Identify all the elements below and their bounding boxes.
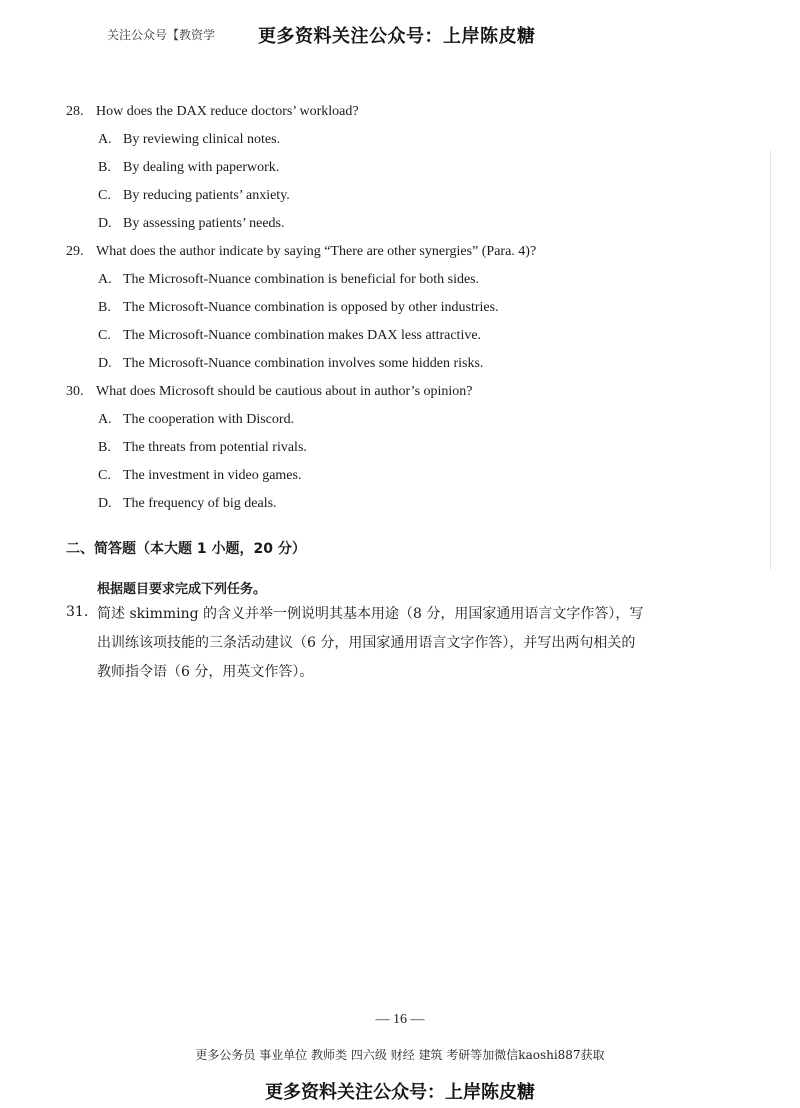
question-number: 31. <box>66 604 89 620</box>
header-handwritten-note: 关注公众号【教资学 <box>107 28 216 42</box>
question-31-line: 简述 skimming 的含义并举一例说明其基本用途（8 分，用国家通用语言文字作答），写 <box>97 606 644 622</box>
question-text: How does the DAX reduce doctors’ workload? <box>96 104 359 119</box>
question-31-line: 教师指令语（6 分，用英文作答）。 <box>97 664 314 680</box>
question-28-option-d: D. By assessing patients’ needs. <box>98 216 285 231</box>
page-number: — 16 — <box>375 1012 425 1027</box>
question-text: What does Microsoft should be cautious about in author’s opinion? <box>96 384 473 399</box>
question-29-stem <box>66 244 536 260</box>
question-28-option-b: B. By dealing with paperwork. <box>98 160 280 175</box>
header-watermark-title: 更多资料关注公众号：上岸陈皮糖 <box>258 26 536 47</box>
question-28-option-a: A. By reviewing clinical notes. <box>98 132 281 147</box>
scan-artifact-line <box>770 150 771 570</box>
question-29-option-b: B. The Microsoft-Nuance combination is opposed by other industries. <box>98 300 499 315</box>
question-28-stem <box>66 104 359 120</box>
question-31-line: 出训练该项技能的三条活动建议（6 分，用国家通用语言文字作答），并写出两句相关的 <box>97 635 636 651</box>
question-30-stem <box>66 384 473 400</box>
question-number: 29. <box>66 244 84 259</box>
question-number: 30. <box>66 384 84 399</box>
footer-watermark-title: 更多资料关注公众号：上岸陈皮糖 <box>265 1082 535 1103</box>
question-30-option-a: A. The cooperation with Discord. <box>98 412 295 427</box>
footer-ad-text: 更多公务员 事业单位 教师类 四六级 财经 建筑 考研等加微信kaoshi887获取 <box>195 1048 605 1062</box>
question-30-option-b: B. The threats from potential rivals. <box>98 440 307 455</box>
question-29-option-a: A. The Microsoft-Nuance combination is beneficial for both sides. <box>98 272 480 287</box>
question-number: 28. <box>66 104 84 119</box>
section-instruction: 根据题目要求完成下列任务。 <box>97 582 267 597</box>
question-31-text <box>97 604 697 691</box>
question-30-option-c: C. The investment in video games. <box>98 468 302 483</box>
section-heading: 二、简答题（本大题 1 小题，20 分） <box>66 541 306 557</box>
question-text: What does the author indicate by saying “There are other synergies” (Para. 4)? <box>96 244 537 259</box>
question-29-option-c: C. The Microsoft-Nuance combination makes DAX less attractive. <box>98 328 482 343</box>
question-28-option-c: C. By reducing patients’ anxiety. <box>98 188 290 203</box>
page-header <box>0 22 800 52</box>
question-30-option-d: D. The frequency of big deals. <box>98 496 277 511</box>
question-29-option-d: D. The Microsoft-Nuance combination involves some hidden risks. <box>98 356 484 371</box>
